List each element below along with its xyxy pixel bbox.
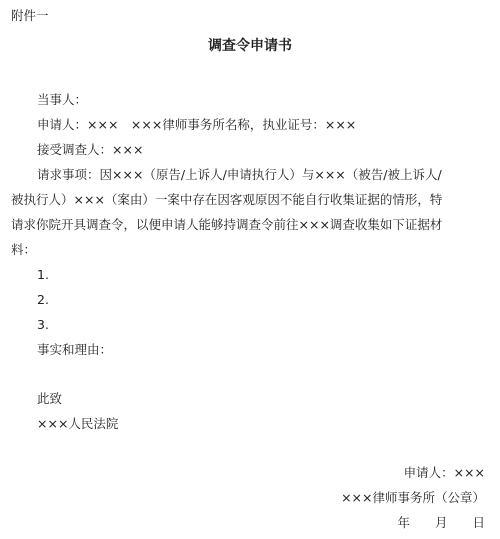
signature-firm: ×××律师事务所（公章） (341, 490, 485, 505)
request-line-1: 请求事项：因×××（原告/上诉人/申请执行人）与×××（被告/被上诉人/ (37, 167, 442, 182)
attachment-label: 附件一 (11, 8, 49, 23)
request-line-4: 料： (11, 242, 37, 257)
closing-salutation: 此致 (37, 391, 63, 406)
party-heading: 当事人： (37, 92, 88, 107)
request-line-3: 请求你院开具调查令，以便申请人能够持调查令前往×××调查收集如下证据材 (11, 217, 443, 232)
signature-date: 年 月 日 (397, 515, 485, 530)
list-item: 1. (37, 267, 49, 282)
request-line-2: 被执行人）×××（案由）一案中存在因客观原因不能自行收集证据的情形，特 (11, 192, 443, 207)
list-item: 3. (37, 317, 49, 332)
facts-heading: 事实和理由： (37, 342, 113, 357)
court-name: ×××人民法院 (37, 416, 119, 431)
signature-applicant: 申请人：××× (403, 465, 485, 480)
applicant-line: 申请人：××× ×××律师事务所名称，执业证号：××× (37, 117, 357, 132)
investigatee-line: 接受调查人：××× (37, 142, 144, 157)
document-title: 调查令申请书 (208, 38, 292, 54)
list-item: 2. (37, 292, 49, 307)
